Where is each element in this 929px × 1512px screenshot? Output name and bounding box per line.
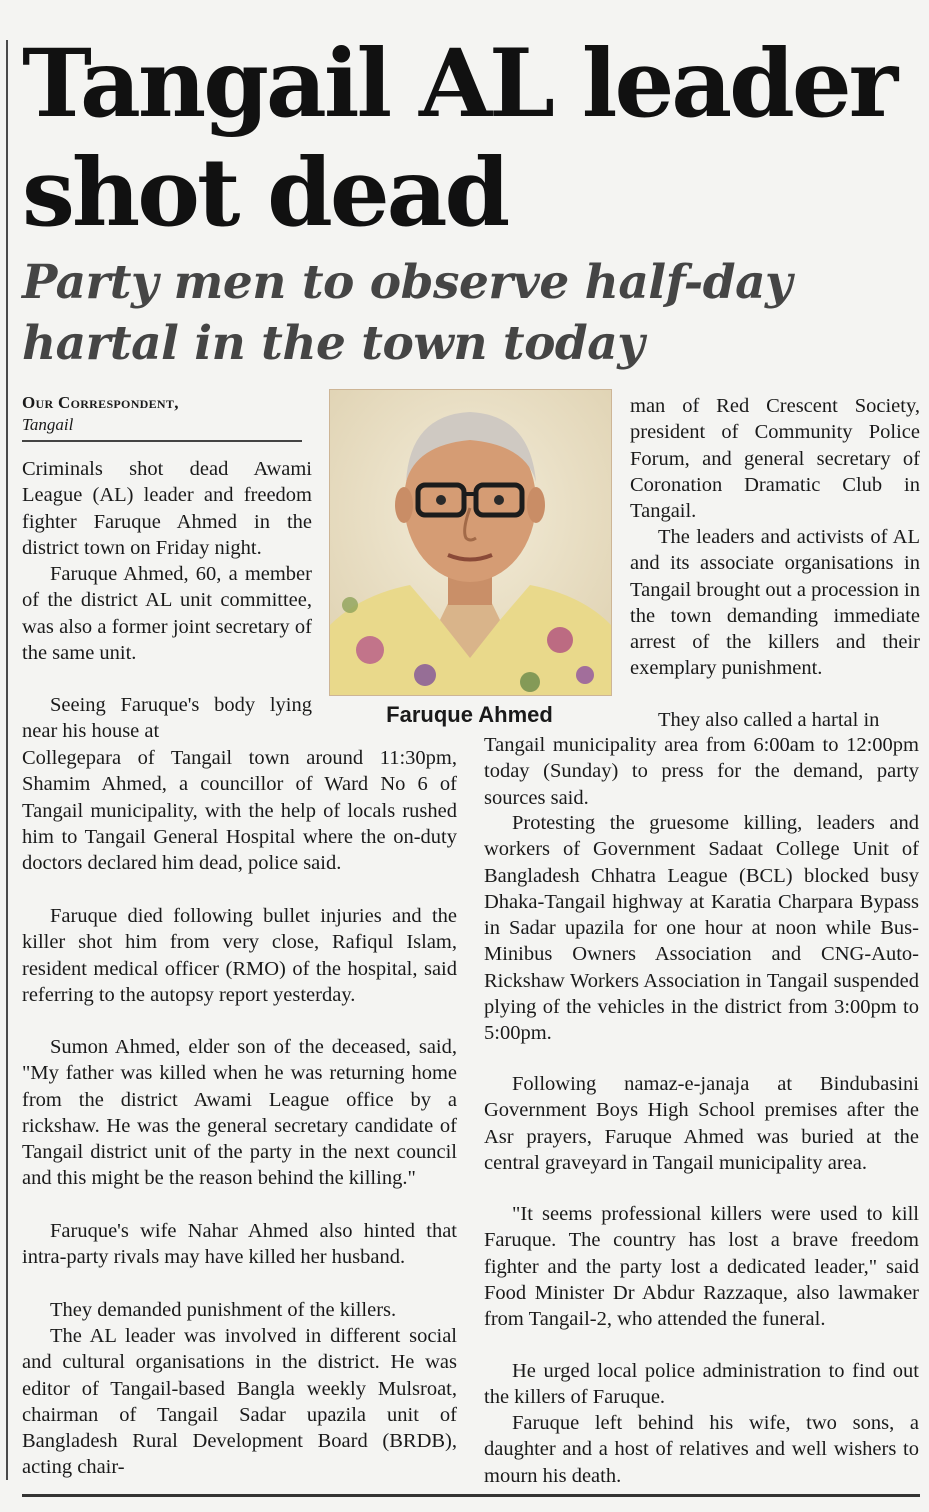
byline-correspondent: Our Correspondent, <box>22 393 179 412</box>
paragraph-4: Faruque died following bullet injuries and the killer shot him from very close, Rafiqul Islam, resident medical officer (RMO) of the hospital, said referring to the autopsy report yesterday. <box>22 905 457 1006</box>
photo-faruque-ahmed <box>329 389 612 696</box>
paragraph-2: Faruque Ahmed, 60, a member of the district AL unit committee, was also a former joint secretary of the same unit. <box>22 563 312 664</box>
paragraph-7: They demanded punishment of the killers. <box>50 1299 397 1321</box>
paragraph-9: The leaders and activists of AL and its associate organisations in Tangail brought out a procession in the town demanding immediate arrest of the killers and their exemplary punishment. <box>630 526 920 680</box>
photo-caption: Faruque Ahmed <box>386 702 553 727</box>
byline-dateline: Tangail <box>22 415 74 434</box>
paragraph-15: Faruque left behind his wife, two sons, a daughter and a host of relatives and well wishers to mourn his death. <box>484 1412 919 1487</box>
paragraph-14: He urged local police administration to find out the killers of Faruque. <box>484 1360 919 1409</box>
paragraph-10-start: They also called a hartal in <box>658 709 880 731</box>
portrait-image <box>330 390 611 695</box>
paragraph-8: The AL leader was involved in different social and cultural organisations in the district. He was editor of Tangail-based Bangla weekly Mulsroat, chairman of Tangail Sadar upazila unit of Bangladesh Rural Development Board (BRDB), acting chair- <box>22 1325 457 1479</box>
paragraph-11: Protesting the gruesome killing, leaders and workers of Government Sadaat College Unit of Bangladesh Chhatra League (BCL) blocked busy Dhaka-Tangail highway at Karatia Charpara Bypass in Sadar upazila for one hour at noon while Bus-Minibus Owners Association and CNG-Auto-Rickshaw Workers Association in Tangail suspended plying of the vehicles in the district from 3:00pm to 5:00pm. <box>484 812 919 1045</box>
paragraph-5: Sumon Ahmed, elder son of the deceased, said, "My father was killed when he was returning home from the district Awami League office by a rickshaw. He was the general secretary candidate of Tangail district unit of the party in the next council and this might be the reason behind the killing." <box>22 1036 457 1190</box>
bottom-rule <box>22 1494 920 1497</box>
headline: Tangail AL leader shot dead <box>22 29 896 248</box>
byline-rule <box>22 440 302 442</box>
paragraph-6: Faruque's wife Nahar Ahmed also hinted that intra-party rivals may have killed her husband. <box>22 1220 457 1269</box>
paragraph-12: Following namaz-e-janaja at Bindubasini Government Boys High School premises after the Asr prayers, Faruque Ahmed was buried at the central graveyard in Tangail municipality area. <box>484 1073 919 1174</box>
paragraph-10-cont: Tangail municipality area from 6:00am to 12:00pm today (Sunday) to press for the demand, party sources said. <box>484 734 919 809</box>
subheadline: Party men to observe half-day hartal in the town today <box>22 255 792 371</box>
left-column-rule <box>6 40 8 1480</box>
paragraph-1: Criminals shot dead Awami League (AL) leader and freedom fighter Faruque Ahmed in the district town on Friday night. <box>22 458 312 559</box>
byline <box>22 392 302 436</box>
paragraph-13: "It seems professional killers were used to kill Faruque. The country has lost a brave freedom fighter and the party lost a dedicated leader," said Food Minister Dr Abdur Razzaque, also lawmaker from Tangail-2, who attended the funeral. <box>484 1203 919 1331</box>
paragraph-8-cont: man of Red Crescent Society, president of Community Police Forum, and general secretary of Coronation Dramatic Club in Tangail. <box>630 395 920 523</box>
paragraph-3-start: Seeing Faruque's body lying near his house at <box>22 694 312 743</box>
paragraph-3-cont: Collegepara of Tangail town around 11:30pm, Shamim Ahmed, a councillor of Ward No 6 of Tangail municipality, with the help of locals rushed him to Tangail General Hospital where the on-duty doctors declared him dead, police said. <box>22 747 457 875</box>
